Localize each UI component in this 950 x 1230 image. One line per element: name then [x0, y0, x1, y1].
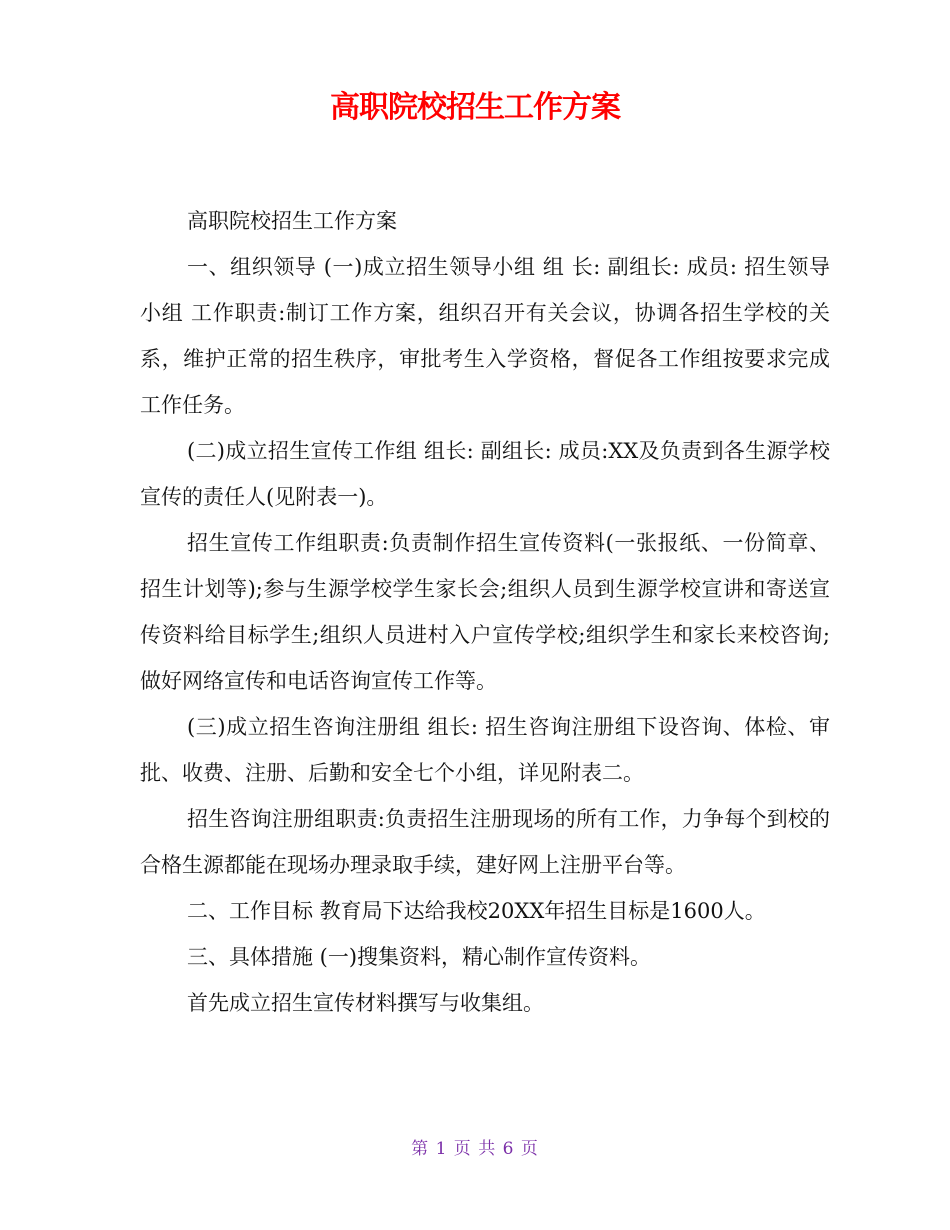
paragraph-measures: 三、具体措施 (一)搜集资料，精心制作宣传资料。	[187, 945, 652, 969]
paragraph-publicity-duties: 招生宣传工作组职责:负责制作招生宣传资料(一张报纸、一份简章、招生计划等);参与生源学校学生家长会;组织人员到生源学校宣讲和寄送宣传资料给目标学生;组织人员进村入户宣传学校;组织学生和家长来校咨询;做好网络宣传和电话咨询宣传工作等。	[140, 531, 830, 693]
paragraph-publicity-group: (二)成立招生宣传工作组 组长: 副组长: 成员:XX及负责到各生源学校宣传的责任人(见附表一)。	[140, 439, 830, 509]
paragraph-work-goal: 二、工作目标 教育局下达给我校20XX年招生目标是1600人。	[187, 899, 766, 923]
page-number-footer	[0, 1134, 950, 1159]
page-number-label: 第 1 页 共 6 页	[411, 1139, 539, 1159]
paragraph-registration-group: (三)成立招生咨询注册组 组长: 招生咨询注册组下设咨询、体检、审批、收费、注册、后勤和安全七个小组，详见附表二。	[140, 715, 830, 785]
paragraph-heading: 高职院校招生工作方案	[187, 209, 397, 233]
paragraph-materials-group: 首先成立招生宣传材料撰写与收集组。	[187, 991, 544, 1015]
document-body	[140, 198, 830, 1026]
paragraph-organization-leadership: 一、组织领导 (一)成立招生领导小组 组 长: 副组长: 成员: 招生领导小组 工作职责:制订工作方案，组织召开有关会议，协调各招生学校的关系，维护正常的招生秩序，审批考生入学资格，督促各工作组按要求完成工作任务。	[140, 255, 830, 417]
document-title: 高职院校招生工作方案	[330, 90, 620, 125]
paragraph-registration-duties: 招生咨询注册组职责:负责招生注册现场的所有工作，力争每个到校的合格生源都能在现场办理录取手续，建好网上注册平台等。	[140, 807, 830, 877]
